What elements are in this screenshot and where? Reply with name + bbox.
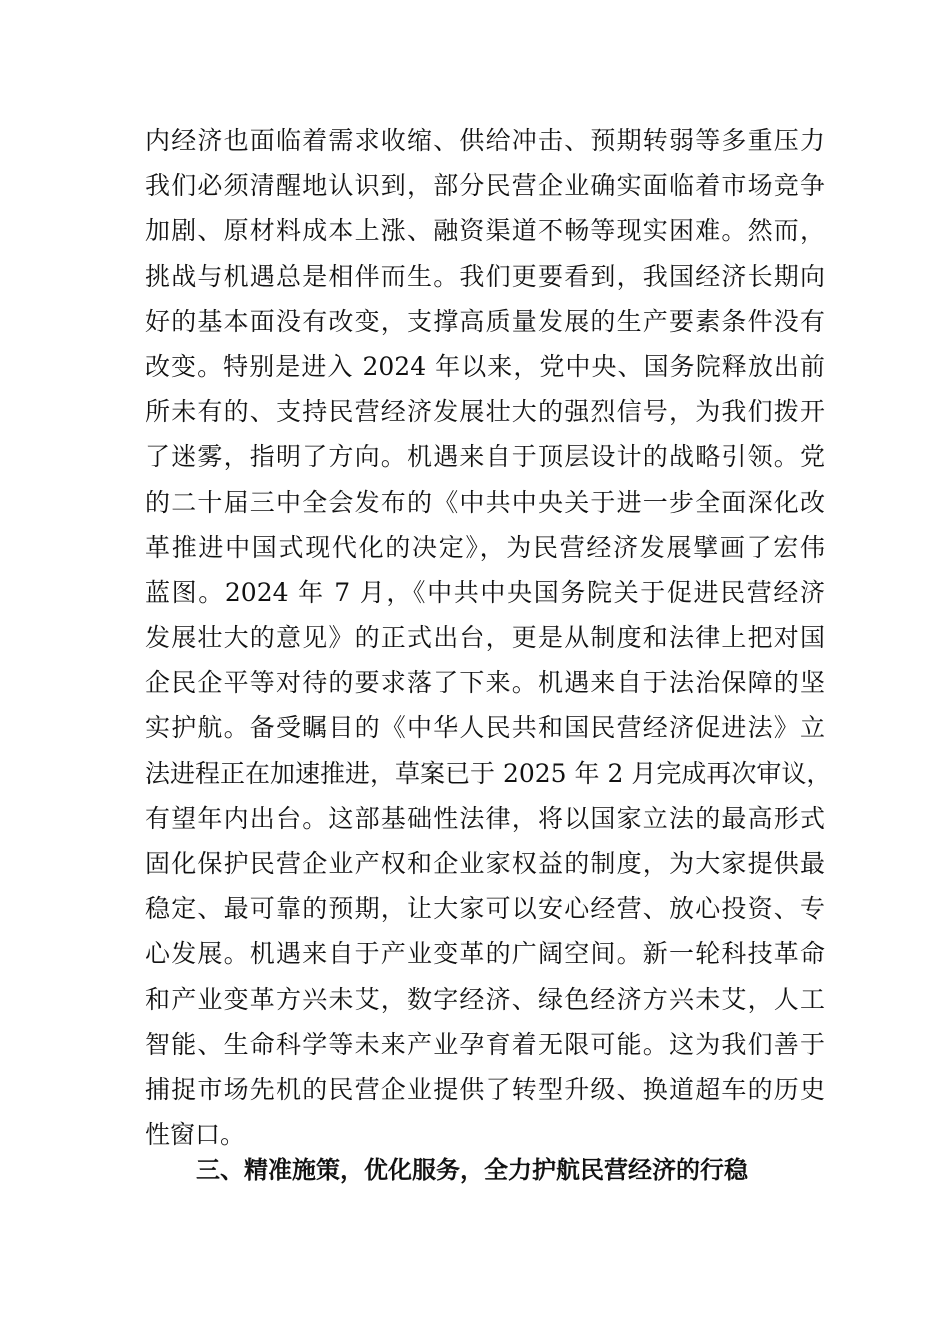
paragraph-line: 发展壮大的意见》的正式出台，更是从制度和法律上把对国	[145, 623, 825, 653]
paragraph-line: 实护航。备受瞩目的《中华人民共和国民营经济促进法》立	[145, 713, 825, 743]
paragraph-line: 了迷雾，指明了方向。机遇来自于顶层设计的战略引领。党	[145, 442, 825, 472]
paragraph-line: 好的基本面没有改变，支撑高质量发展的生产要素条件没有	[145, 306, 825, 336]
paragraph-line: 蓝图。2024 年 7 月，《中共中央国务院关于促进民营经济	[145, 577, 825, 607]
paragraph-line: 稳定、最可靠的预期，让大家可以安心经营、放心投资、专	[145, 894, 825, 924]
paragraph-line: 有望年内出台。这部基础性法律，将以国家立法的最高形式	[145, 803, 825, 833]
paragraph-line: 革推进中国式现代化的决定》，为民营经济发展擘画了宏伟	[145, 532, 825, 562]
paragraph-line: 内经济也面临着需求收缩、供给冲击、预期转弱等多重压力	[145, 126, 825, 155]
body-paragraph	[145, 118, 832, 1157]
paragraph-line: 挑战与机遇总是相伴而生。我们更要看到，我国经济长期向	[145, 261, 825, 291]
paragraph-line: 所未有的、支持民营经济发展壮大的强烈信号，为我们拨开	[145, 397, 825, 427]
paragraph-line: 企民企平等对待的要求落了下来。机遇来自于法治保障的坚	[145, 668, 825, 698]
paragraph-line: 心发展。机遇来自于产业变革的广阔空间。新一轮科技革命	[145, 939, 825, 969]
paragraph-line: 捕捉市场先机的民营企业提供了转型升级、换道超车的历史	[145, 1074, 825, 1104]
paragraph-line: 加剧、原材料成本上涨、融资渠道不畅等现实困难。然而，	[145, 216, 825, 246]
paragraph-line: 和产业变革方兴未艾，数字经济、绿色经济方兴未艾，人工	[145, 984, 825, 1014]
paragraph-line-last: 性窗口。	[145, 1120, 246, 1150]
paragraph-line: 法进程正在加速推进，草案已于 2025 年 2 月完成再次审议，	[145, 758, 832, 788]
paragraph-line: 我们必须清醒地认识到，部分民营企业确实面临着市场竞争	[145, 171, 825, 201]
paragraph-line: 固化保护民营企业产权和企业家权益的制度，为大家提供最	[145, 849, 825, 878]
section-heading: 三、精准施策，优化服务，全力护航民营经济的行稳	[196, 1156, 748, 1184]
paragraph-line: 智能、生命科学等未来产业孕育着无限可能。这为我们善于	[145, 1029, 825, 1059]
paragraph-line: 的二十届三中全会发布的《中共中央关于进一步全面深化改	[145, 487, 825, 517]
paragraph-line: 改变。特别是进入 2024 年以来，党中央、国务院释放出前	[145, 351, 825, 381]
